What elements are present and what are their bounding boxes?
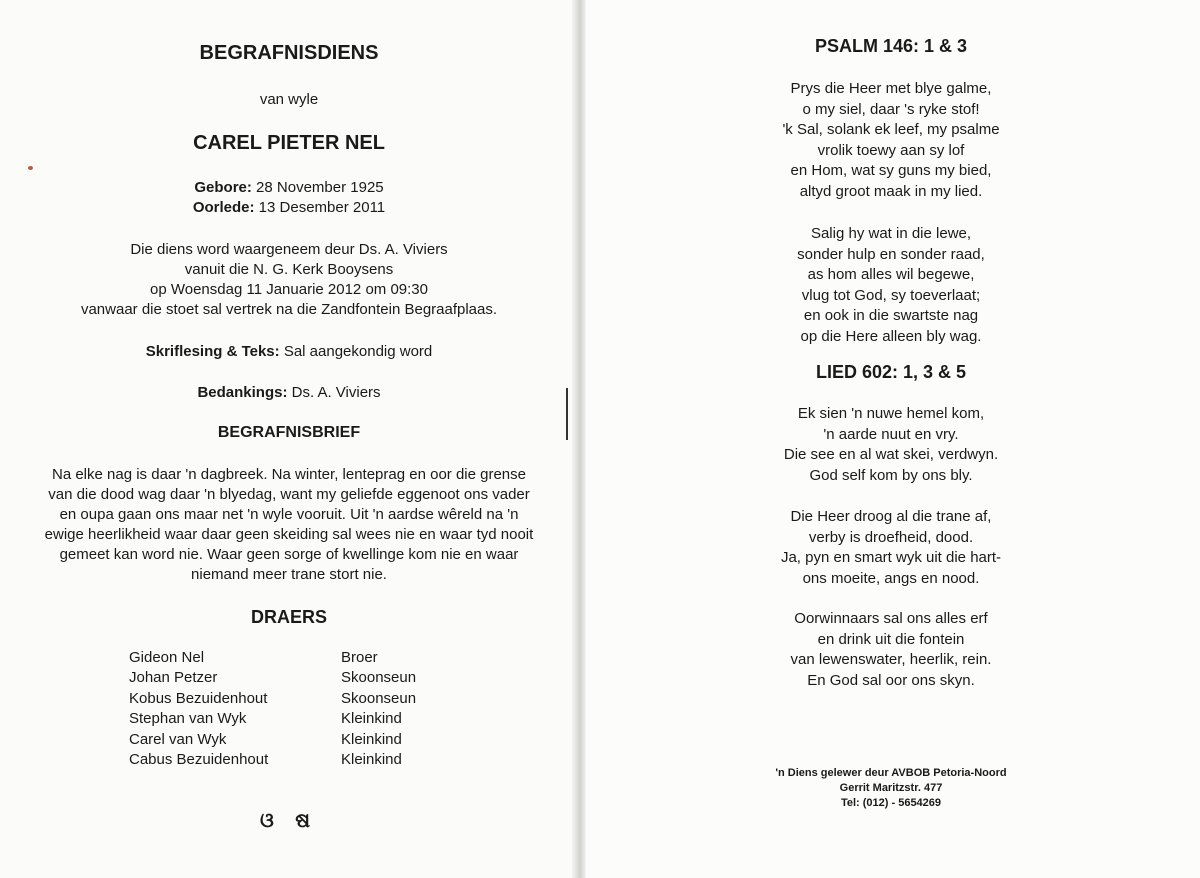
- letter-line: Na elke nag is daar 'n dagbreek. Na winter, lenteprag en oor die grense: [52, 466, 526, 483]
- verse-line: o my siel, daar 's ryke stof!: [802, 100, 980, 118]
- verse-line: verby is droefheid, dood.: [808, 528, 974, 546]
- verse-line: Die see en al wat skei, verdwyn.: [783, 446, 999, 463]
- hymn-heading: LIED 602: 1, 3 & 5: [815, 362, 967, 382]
- hymn-verse: [582, 404, 1200, 486]
- verse-line: altyd groot maak in my lied.: [799, 182, 983, 200]
- hymn-verse: [582, 609, 1200, 691]
- bearers-heading: DRAERS: [250, 607, 327, 627]
- psalm-verse: [582, 224, 1200, 347]
- service-line: Die diens word waargeneem deur Ds. A. Viviers: [130, 241, 448, 258]
- verse-line: van lewenswater, heerlik, rein.: [790, 651, 992, 668]
- bearer-relation: Skoonseun: [341, 669, 417, 686]
- thanks-line: [0, 383, 578, 403]
- bearer-relation: Broer: [341, 649, 378, 666]
- bearer-name: Carel van Wyk: [129, 731, 227, 748]
- thanks-label: Bedankings:: [197, 384, 288, 401]
- verse-line: vlug tot God, sy toeverlaat;: [801, 286, 981, 304]
- bearer-name: Kobus Bezuidenhout: [129, 690, 268, 707]
- verse-line: sonder hulp en sonder raad,: [797, 245, 985, 263]
- bearer-name: Gideon Nel: [129, 649, 205, 666]
- undertaker-footer: [582, 766, 1200, 811]
- footer-line: 'n Diens gelewer deur AVBOB Petoria-Noord: [775, 767, 1007, 779]
- dates-block: [0, 178, 578, 218]
- bearer-relation: Skoonseun: [341, 690, 417, 707]
- died-line: [0, 198, 578, 218]
- bearer-relation: Kleinkind: [341, 710, 402, 727]
- died-label: Oorlede:: [192, 199, 255, 216]
- bearer-name: Cabus Bezuidenhout: [129, 751, 269, 768]
- born-line: [0, 178, 578, 198]
- letter-line: ewige heerlikheid waar daar geen skeiding sal wees nie en waar tyd nooit: [44, 526, 534, 543]
- verse-line: Salig hy wat in die lewe,: [810, 225, 972, 242]
- service-line: vanwaar die stoet sal vertrek na die Zandfontein Begraafplaas.: [80, 301, 498, 318]
- born-value: 28 November 1925: [251, 179, 384, 196]
- letter-line: van die dood wag daar 'n blyedag, want my geliefde eggenoot ons vader: [48, 486, 530, 503]
- verse-line: En God sal oor ons skyn.: [807, 671, 975, 689]
- scan-speck: [28, 166, 33, 170]
- service-line: op Woensdag 11 Januarie 2012 om 09:30: [150, 281, 428, 298]
- footer-line: Gerrit Maritzstr. 477: [839, 782, 943, 794]
- bearer-name: Stephan van Wyk: [129, 710, 247, 727]
- verse-line: en drink uit die fontein: [817, 630, 965, 648]
- service-details: [0, 240, 578, 320]
- reading-value: Sal aangekondig word: [279, 343, 433, 360]
- verse-line: Ja, pyn en smart wyk uit die hart-: [780, 549, 1002, 566]
- letter-line: gemeet kan word nie. Waar geen sorge of kwellinge kom nie en waar: [59, 546, 519, 563]
- letter-line: en oupa gaan ons maar net 'n wyle vooruit. Uit 'n aardse wêreld na 'n: [59, 506, 519, 523]
- verse-line: Prys die Heer met blye galme,: [790, 80, 992, 97]
- bearer-name: Johan Petzer: [129, 669, 218, 686]
- verse-line: en ook in die swartste nag: [803, 307, 979, 324]
- thanks-value: Ds. A. Viviers: [287, 384, 381, 401]
- verse-line: 'k Sal, solank ek leef, my psalme: [782, 121, 1000, 138]
- service-title: BEGRAFNISDIENS: [199, 42, 379, 64]
- verse-line: ons moeite, angs en nood.: [802, 569, 980, 587]
- reading-label: Skriflesing & Teks:: [145, 343, 280, 360]
- footer-line: Tel: (012) - 5654269: [840, 797, 942, 809]
- psalm-heading: PSALM 146: 1 & 3: [814, 36, 968, 56]
- bearer-relation: Kleinkind: [341, 731, 402, 748]
- verse-line: op die Here alleen bly wag.: [800, 327, 982, 345]
- ornament-flourish: ଓ ଷ: [259, 810, 319, 832]
- deceased-name: CAREL PIETER NEL: [193, 132, 385, 154]
- psalm-verse: [582, 79, 1200, 202]
- verse-line: Ek sien 'n nuwe hemel kom,: [797, 405, 985, 422]
- reading-line: [0, 342, 578, 362]
- verse-line: vrolik toewy aan sy lof: [817, 141, 965, 159]
- verse-line: 'n aarde nuut en vry.: [823, 425, 959, 443]
- verse-line: Die Heer droog al die trane af,: [790, 508, 992, 525]
- bearer-relation: Kleinkind: [341, 751, 402, 768]
- letter-heading: BEGRAFNISBRIEF: [217, 424, 361, 441]
- hymn-verse: [582, 507, 1200, 589]
- van-wyle-text: van wyle: [259, 91, 319, 108]
- died-value: 13 Desember 2011: [254, 199, 386, 216]
- verse-line: Oorwinnaars sal ons alles erf: [794, 610, 988, 627]
- verse-line: as hom alles wil begewe,: [807, 266, 975, 283]
- service-line: vanuit die N. G. Kerk Booysens: [184, 261, 394, 278]
- verse-line: en Hom, wat sy guns my bied,: [790, 162, 992, 179]
- verse-line: God self kom by ons bly.: [809, 466, 973, 484]
- born-label: Gebore:: [194, 179, 252, 196]
- funeral-letter: [20, 465, 558, 585]
- letter-line: niemand meer trane stort nie.: [191, 566, 387, 583]
